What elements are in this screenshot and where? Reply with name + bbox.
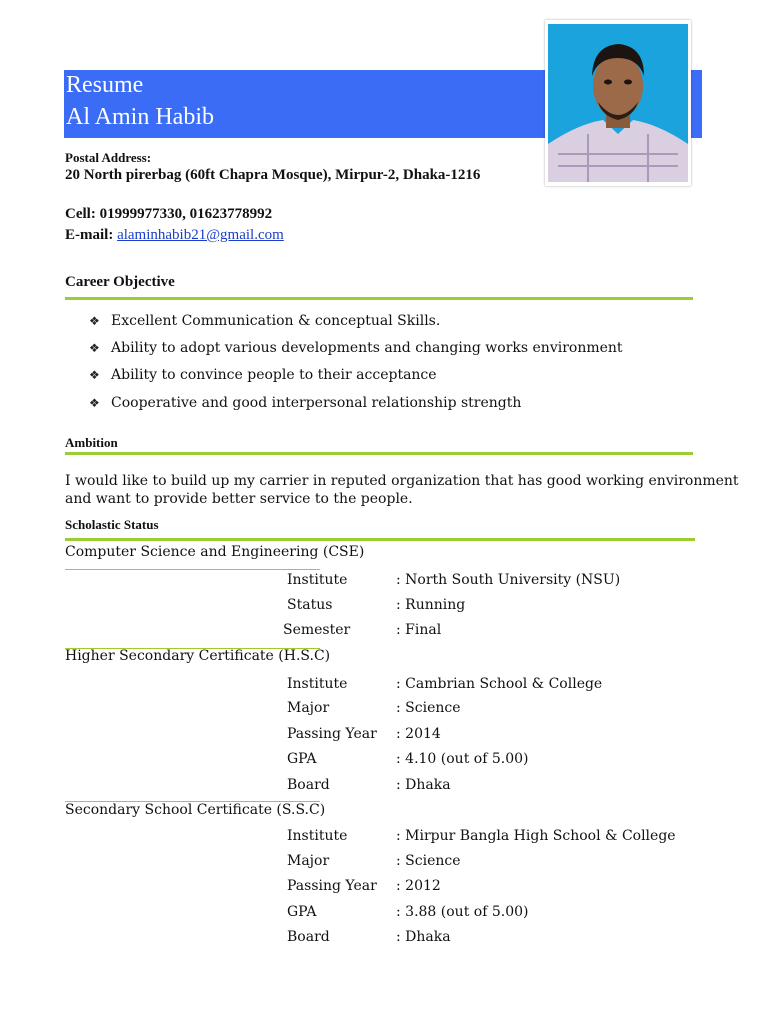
postal-address: 20 North pirerbag (60ft Chapra Mosque), Mirpur-2, Dhaka-1216 — [65, 167, 481, 183]
edu-value: : North South University (NSU) — [396, 572, 621, 588]
edu-key: Board — [287, 777, 330, 793]
profile-photo-image — [548, 24, 688, 182]
ambition-rule — [65, 452, 693, 455]
edu-key: Passing Year — [287, 878, 377, 894]
edu-value: : Science — [396, 700, 461, 716]
objective-item-text: Cooperative and good interpersonal relationship strength — [111, 395, 522, 411]
objective-item-text: Ability to convince people to their acceptance — [111, 367, 437, 383]
edu-value: : Science — [396, 853, 461, 869]
edu-value: : 4.10 (out of 5.00) — [396, 751, 529, 767]
edu-key: GPA — [287, 751, 317, 767]
objective-item-text: Ability to adopt various developments and changing works environment — [111, 340, 623, 356]
edu-value: : 2012 — [396, 878, 441, 894]
profile-photo — [545, 20, 691, 186]
resume-title: Resume — [66, 72, 144, 98]
edu-value: : Mirpur Bangla High School & College — [396, 828, 676, 844]
diamond-bullet-icon: ❖ — [89, 341, 100, 355]
edu-key: Status — [287, 597, 333, 613]
edu-value: : Dhaka — [396, 777, 451, 793]
education-title-ssc: Secondary School Certificate (S.S.C) — [65, 802, 326, 818]
objective-item-text: Excellent Communication & conceptual Skills. — [111, 313, 441, 329]
candidate-name: Al Amin Habib — [66, 104, 214, 130]
education-rule — [65, 569, 320, 570]
diamond-bullet-icon: ❖ — [89, 314, 100, 328]
edu-key: Passing Year — [287, 726, 377, 742]
edu-value: : 3.88 (out of 5.00) — [396, 904, 529, 920]
ambition-text-line-2: and want to provide better service to the people. — [65, 491, 413, 507]
email-link[interactable]: alaminhabib21@gmail.com — [117, 227, 284, 243]
education-title-cse: Computer Science and Engineering (CSE) — [65, 544, 365, 560]
edu-key: Institute — [287, 676, 348, 692]
email-label: E-mail: — [65, 227, 118, 243]
ambition-heading: Ambition — [65, 435, 118, 450]
objective-item — [89, 313, 440, 329]
edu-key: Institute — [287, 828, 348, 844]
edu-value: : Final — [396, 622, 442, 638]
cell-numbers: Cell: 01999977330, 01623778992 — [65, 206, 273, 222]
career-objective-heading: Career Objective — [65, 274, 175, 290]
edu-value: : Dhaka — [396, 929, 451, 945]
edu-key: Semester — [283, 622, 351, 638]
objective-item — [89, 367, 437, 383]
career-objective-rule — [65, 297, 693, 300]
objective-item — [89, 340, 623, 356]
diamond-bullet-icon: ❖ — [89, 396, 100, 410]
edu-key: GPA — [287, 904, 317, 920]
edu-key: Major — [287, 853, 330, 869]
edu-key: Major — [287, 700, 330, 716]
edu-value: : 2014 — [396, 726, 441, 742]
scholastic-status-heading: Scholastic Status — [65, 517, 159, 532]
email-line — [65, 227, 284, 244]
edu-value: : Cambrian School & College — [396, 676, 603, 692]
education-title-hsc: Higher Secondary Certificate (H.S.C) — [65, 648, 331, 664]
diamond-bullet-icon: ❖ — [89, 368, 100, 382]
postal-address-label: Postal Address: — [65, 150, 152, 165]
ambition-text-line-1: I would like to build up my carrier in reputed organization that has good working environment — [65, 473, 739, 489]
edu-key: Board — [287, 929, 330, 945]
edu-key: Institute — [287, 572, 348, 588]
edu-value: : Running — [396, 597, 466, 613]
objective-item — [89, 395, 521, 411]
scholastic-status-rule — [65, 538, 695, 541]
